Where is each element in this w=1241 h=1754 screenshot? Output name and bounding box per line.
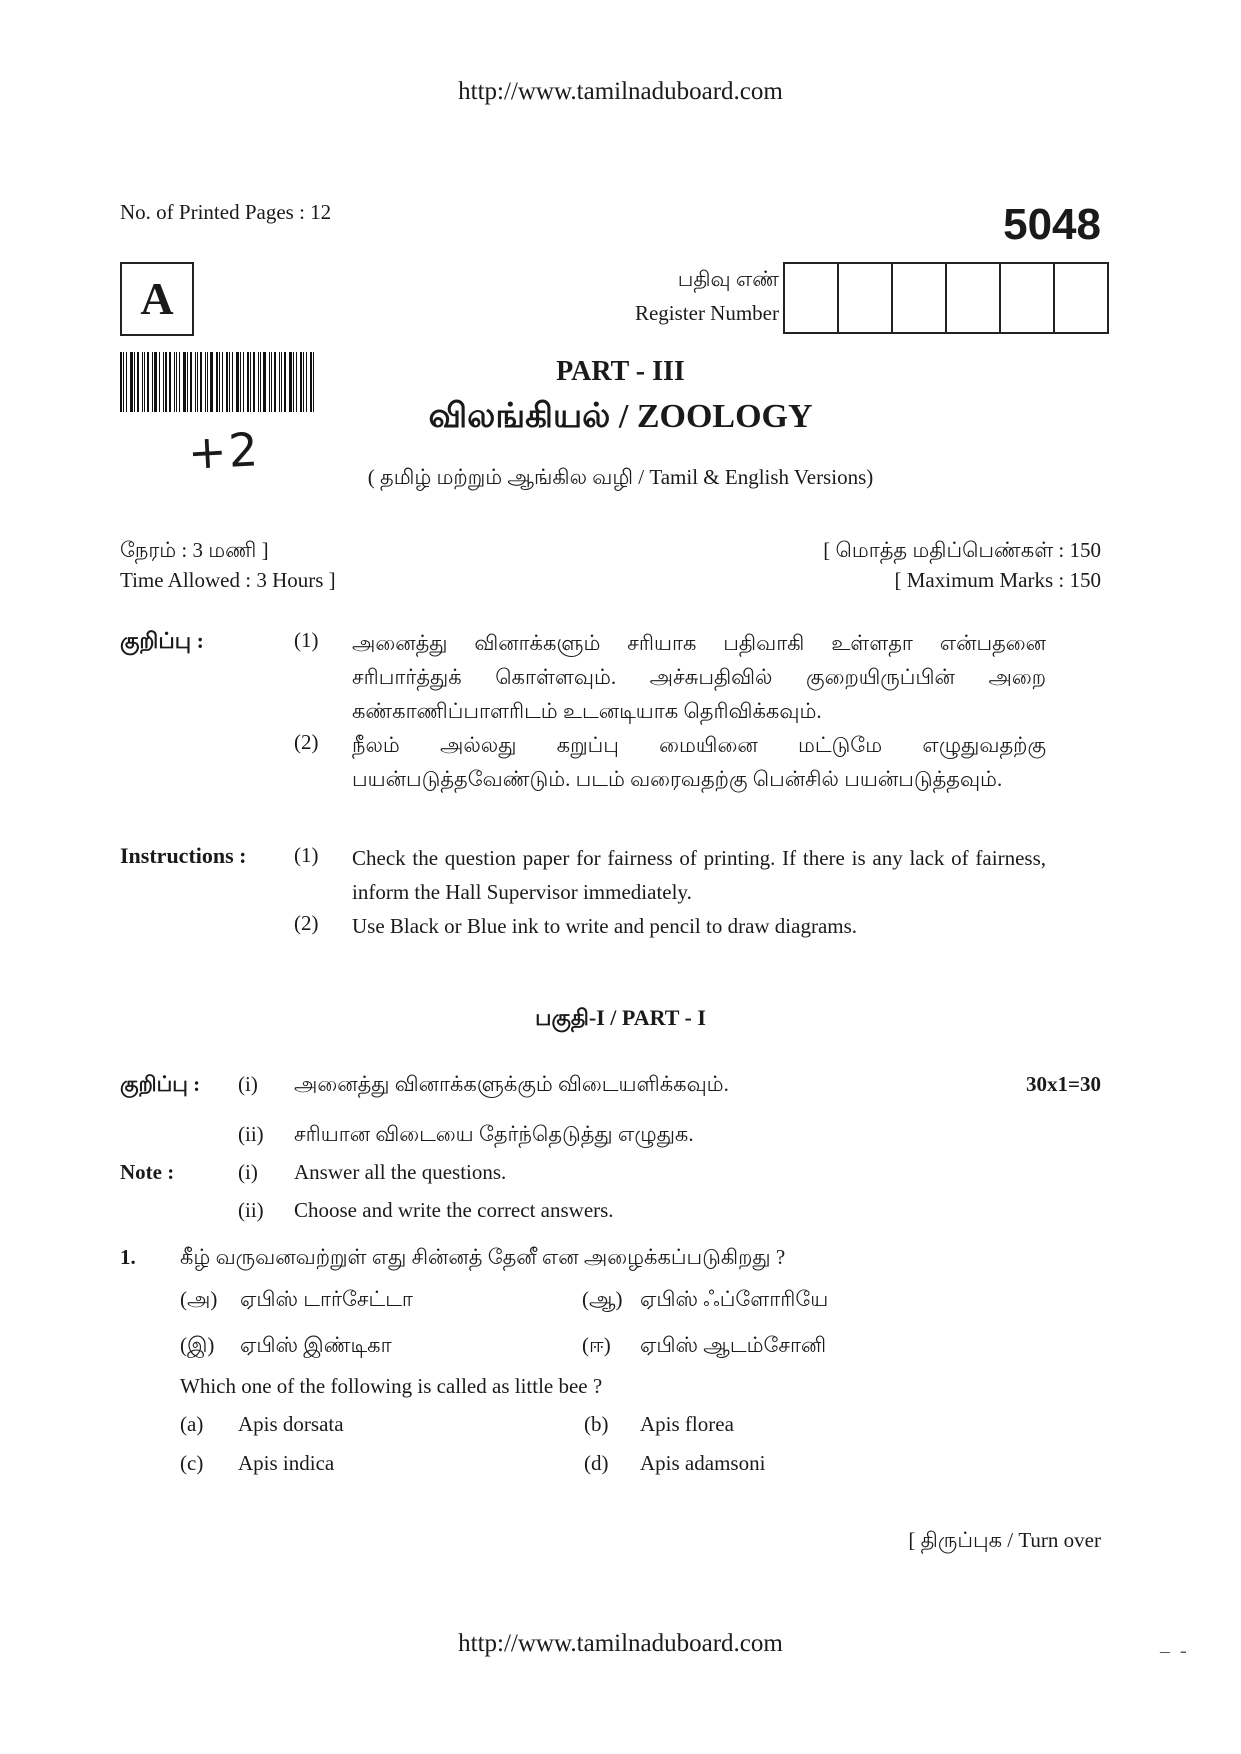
note-tamil-label: குறிப்பு : (120, 1072, 201, 1096)
option-label: (b) (584, 1412, 609, 1436)
instruction-number: (2) (294, 730, 319, 754)
register-cell[interactable] (785, 264, 839, 332)
instruction-text: அனைத்து வினாக்களும் சரியாக பதிவாகி உள்ளதா என்பதனை சரிபார்த்துக் கொள்ளவும். அச்சுபதிவில் குறையிருப்பின் அறை கண்காணிப்பாளரிடம் உடனடியாக தெரிவிக்கவும். (352, 631, 1046, 723)
instruction-text: நீலம் அல்லது கறுப்பு மையினை மட்டுமே எழுதுவதற்கு பயன்படுத்தவேண்டும். படம் வரைவதற்கு பென்சில் பயன்படுத்தவும். (352, 733, 1046, 791)
instruction-text: Use Black or Blue ink to write and pencil to draw diagrams. (352, 914, 858, 938)
option-label: (a) (180, 1412, 204, 1436)
instruction-number: (2) (294, 911, 319, 935)
note-number: (ii) (238, 1122, 264, 1146)
versions-line: ( தமிழ் மற்றும் ஆங்கில வழி / Tamil & English Versions) (367, 465, 874, 489)
footer-url: http://www.tamilnaduboard.com (458, 1630, 783, 1657)
option-label: (c) (180, 1451, 204, 1475)
time-english: Time Allowed : 3 Hours ] (120, 568, 336, 592)
option-text: ஏபிஸ் இண்டிகா (240, 1333, 392, 1357)
register-number-label (635, 262, 779, 330)
instructions-english-label: Instructions : (120, 843, 247, 868)
option-text: Apis dorsata (238, 1412, 344, 1436)
header-url: http://www.tamilnaduboard.com (458, 78, 783, 105)
register-cell[interactable] (839, 264, 893, 332)
note-text: Choose and write the correct answers. (294, 1198, 614, 1222)
marks-tamil: [ மொத்த மதிப்பெண்கள் : 150 (823, 538, 1101, 562)
option-label: (அ) (180, 1287, 218, 1311)
turn-over-note: [ திருப்புக / Turn over (908, 1528, 1101, 1552)
paper-code: 5048 (1003, 200, 1101, 249)
marks-english: [ Maximum Marks : 150 (894, 568, 1101, 592)
note-number: (i) (238, 1072, 258, 1096)
option-label: (இ) (180, 1333, 215, 1357)
option-text: ஏபிஸ் டார்சேட்டா (240, 1287, 413, 1311)
note-text: சரியான விடையை தேர்ந்தெடுத்து எழுதுக. (294, 1122, 694, 1146)
register-cell[interactable] (947, 264, 1001, 332)
section-heading: பகுதி-I / PART - I (535, 1005, 706, 1030)
question-text-tamil: கீழ் வருவனவற்றுள் எது சின்னத் தேனீ என அழைக்கப்படுகிறது ? (180, 1245, 786, 1269)
scan-mark: – - (1160, 1640, 1187, 1662)
printed-pages: No. of Printed Pages : 12 (120, 200, 332, 224)
option-label: (d) (584, 1451, 609, 1475)
note-text: Answer all the questions. (294, 1160, 507, 1184)
note-text: அனைத்து வினாக்களுக்கும் விடையளிக்கவும். (294, 1072, 729, 1096)
question-text-english: Which one of the following is called as little bee ? (180, 1374, 603, 1398)
option-label: (ஈ) (582, 1333, 611, 1357)
option-text: Apis florea (640, 1412, 734, 1436)
instruction-text: Check the question paper for fairness of printing. If there is any lack of fairness, inform the Hall Supervisor immediately. (352, 846, 1046, 904)
option-label: (ஆ) (582, 1287, 623, 1311)
register-label-english: Register Number (634, 301, 779, 325)
register-number-grid (783, 262, 1109, 334)
instruction-number: (1) (294, 628, 319, 652)
instructions-tamil-label: குறிப்பு : (120, 628, 204, 653)
note-english-label: Note : (120, 1160, 175, 1184)
register-cell[interactable] (1055, 264, 1109, 332)
time-tamil: நேரம் : 3 மணி ] (120, 538, 269, 562)
option-text: ஏபிஸ் ஆடம்சோனி (640, 1333, 827, 1357)
subject-title: விலங்கியல் / ZOOLOGY (428, 398, 813, 435)
version-box: A (120, 262, 194, 336)
register-label-tamil: பதிவு எண் (677, 267, 779, 291)
question-number: 1. (120, 1245, 136, 1269)
score-allocation: 30x1=30 (1026, 1072, 1101, 1096)
note-number: (ii) (238, 1198, 264, 1222)
part-heading: PART - III (556, 356, 685, 387)
handwritten-mark: +2 (186, 422, 262, 480)
option-text: Apis indica (238, 1451, 335, 1475)
register-cell[interactable] (1001, 264, 1055, 332)
register-cell[interactable] (893, 264, 947, 332)
option-text: ஏபிஸ் ஃப்ளோரியே (640, 1287, 829, 1311)
option-text: Apis adamsoni (640, 1451, 766, 1475)
note-number: (i) (238, 1160, 258, 1184)
instruction-number: (1) (294, 843, 319, 867)
